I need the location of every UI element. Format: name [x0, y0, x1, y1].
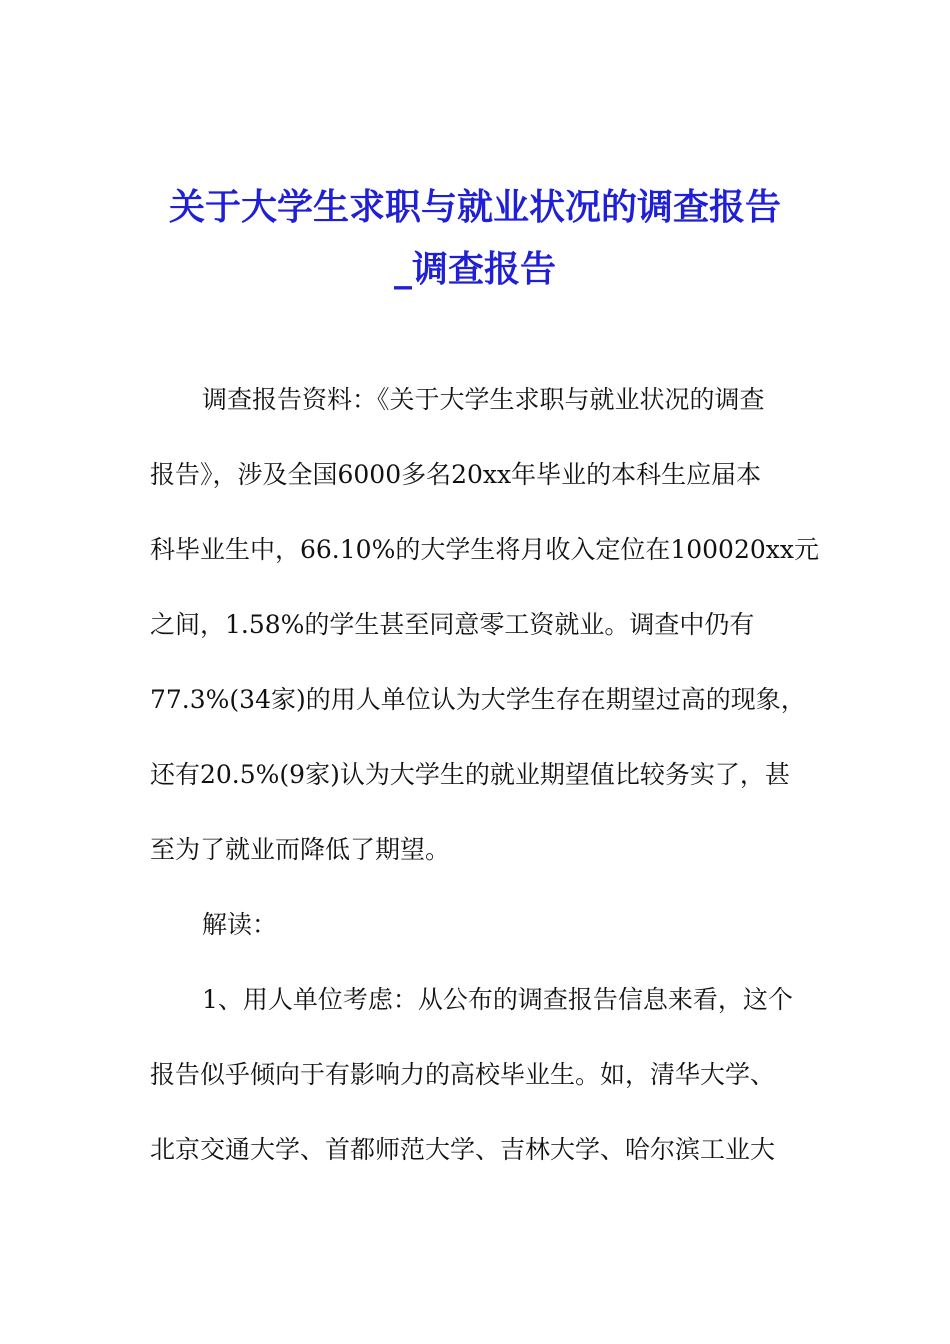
- document-body: [150, 375, 819, 1200]
- title-line-2: _调查报告: [393, 248, 556, 290]
- paragraph-line: 调查报告资料：《关于大学生求职与就业状况的调查: [202, 385, 765, 414]
- paragraph-line: 至为了就业而降低了期望。: [150, 835, 451, 864]
- section-heading-interpretation: 解读：: [202, 910, 278, 939]
- paragraph-line: 北京交通大学、首都师范大学、吉林大学、哈尔滨工业大: [150, 1135, 776, 1164]
- paragraph-line: 1、用人单位考虑：从公布的调查报告信息来看，这个: [202, 985, 793, 1014]
- paragraph-line: 报告似乎倾向于有影响力的高校毕业生。如，清华大学、: [150, 1060, 776, 1089]
- paragraph-line: 之间，1.58%的学生甚至同意零工资就业。调查中仍有: [150, 610, 755, 639]
- paragraph-line: 77.3%(34家)的用人单位认为大学生存在期望过高的现象，: [150, 685, 806, 714]
- paragraph-line: 报告》，涉及全国6000多名20xx年毕业的本科生应届本: [150, 460, 762, 489]
- paragraph-line: 还有20.5%(9家)认为大学生的就业期望值比较务实了，甚: [150, 760, 790, 789]
- document-title: [120, 176, 830, 300]
- paragraph-line: 科毕业生中，66.10%的大学生将月收入定位在100020xx元: [150, 535, 819, 564]
- title-line-1: 关于大学生求职与就业状况的调查报告: [168, 186, 781, 228]
